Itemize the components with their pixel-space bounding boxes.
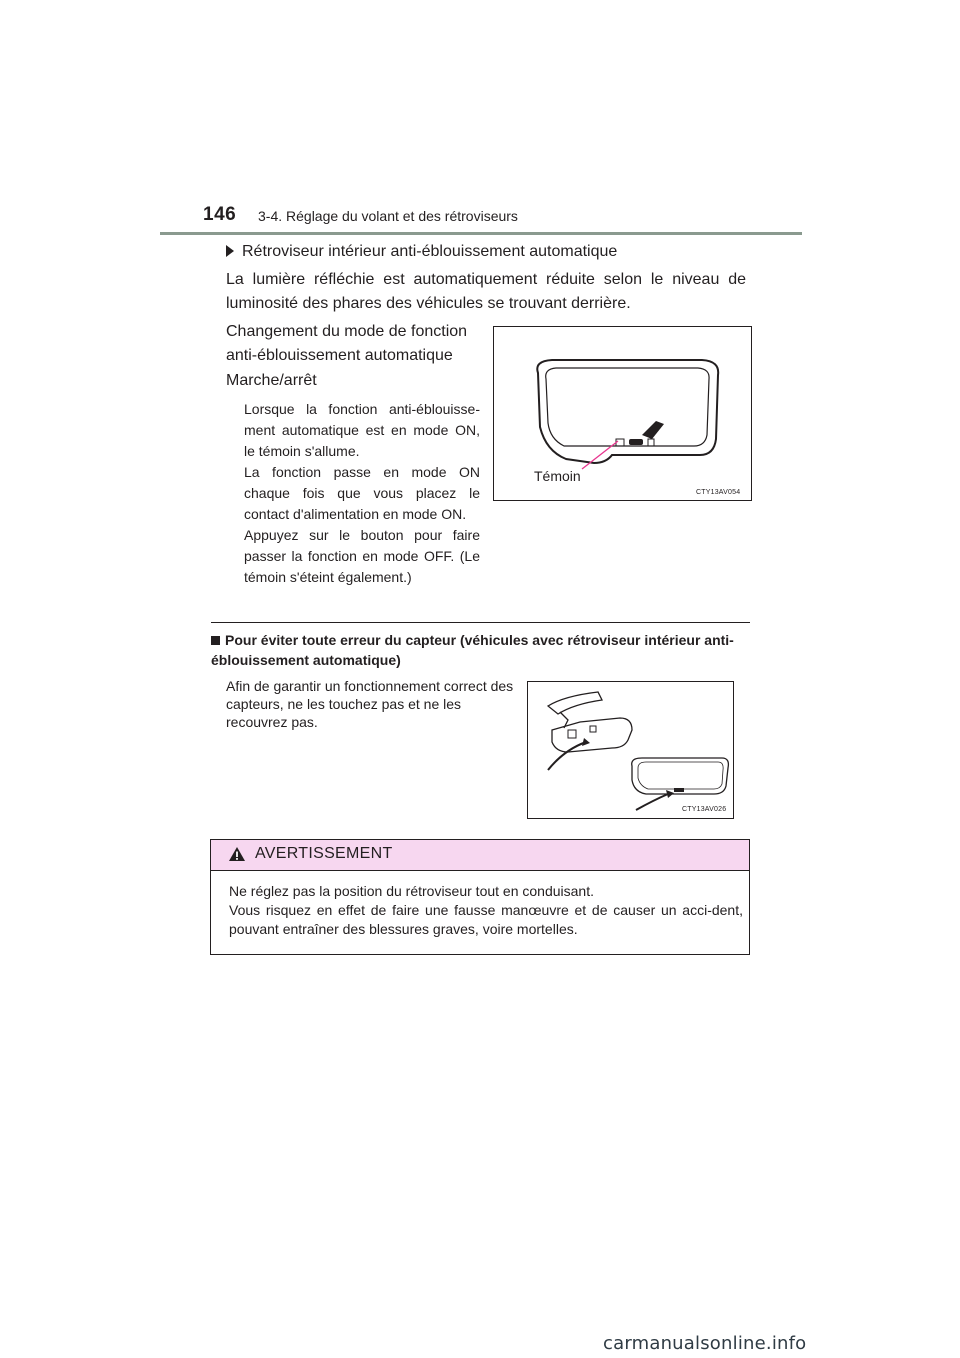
warning-line: Vous risquez en effet de faire une fausse manœuvre et de causer un acci-dent, pouvant entraîner des blessures graves, voire mortelles. [229,902,743,937]
section-title: 3-4. Réglage du volant et des rétroviseurs [258,208,518,224]
square-bullet-icon [211,636,220,645]
mode-change-title: Changement du mode de fonction anti-éblouissement automatique [226,323,468,364]
header-divider [160,232,802,235]
warning-box [210,839,750,955]
sensor-note-body: Afin de garantir un fonctionnement correct des capteurs, ne les touchez pas et ne les recouvrez pas. [226,678,514,730]
warning-triangle-icon [228,846,246,862]
description-line: Appuyez sur le bouton pour faire passer la fonction en mode OFF. (Le témoin s'éteint également.) [244,527,480,585]
sensor-note-heading-text: Pour éviter toute erreur du capteur (véhicules avec rétroviseur intérieur anti-éblouissement automatique) [211,632,734,668]
watermark: carmanualsonline.info [603,1333,807,1354]
description-line: La fonction passe en mode ON chaque fois que vous placez le contact d'alimentation en mode ON. [244,464,480,522]
on-off-label: Marche/arrêt [226,372,317,389]
description-line: Lorsque la fonction anti-éblouisse-ment automatique est en mode ON, le témoin s'allume. [244,401,480,459]
auto-dimming-heading-text: Rétroviseur intérieur anti-éblouissement automatique [242,243,618,260]
warning-body [229,882,743,939]
section-divider [211,622,750,623]
mirror-illustration [493,326,752,501]
warning-line: Ne réglez pas la position du rétroviseur tout en conduisant. [229,883,594,899]
sensor-drawing [528,682,733,818]
auto-dimming-heading [226,243,617,261]
on-off-description [244,399,480,588]
indicator-callout-label: Témoin [534,468,581,484]
sensor-note-heading [211,630,751,670]
figure-code: CTY13AV026 [682,806,727,813]
warning-header [211,840,749,871]
auto-dimming-intro: La lumière réfléchie est automatiquement réduite selon le niveau de luminosité des phares des véhicules se trouvant derrière. [226,271,746,312]
triangle-bullet-icon [226,245,234,257]
sensor-illustration [527,681,734,819]
warning-title: AVERTISSEMENT [255,845,393,862]
page-number: 146 [203,204,237,225]
figure-code: CTY13AV054 [696,489,741,496]
mirror-drawing [494,327,751,500]
